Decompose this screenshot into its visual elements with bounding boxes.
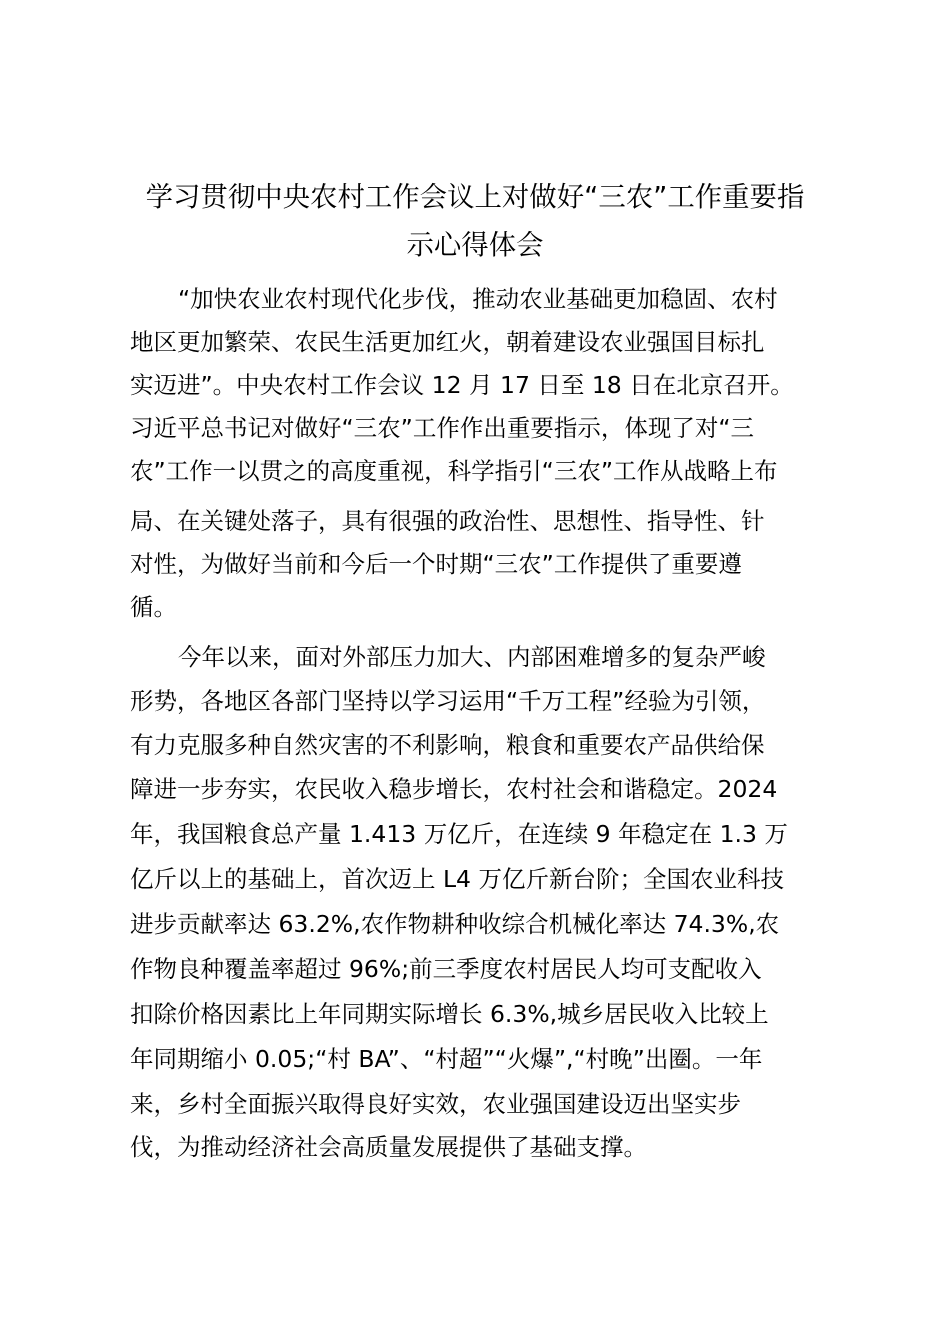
paragraph-line: 地区更加繁荣、农民生活更加红火，朝着建设农业强国目标扎 [130,328,765,356]
paragraph-line: 对性，为做好当前和今后一个时期“三农”工作提供了重要遵 [130,550,742,578]
paragraph-line: 局、在关键处落子，具有很强的政治性、思想性、指导性、针 [130,507,765,535]
paragraph-line: 进步贡献率达 63.2%,农作物耕种收综合机械化率达 74.3%,农 [130,910,780,938]
paragraph-line: 障进一步夯实，农民收入稳步增长，农村社会和谐稳定。2024 [130,775,778,803]
paragraph-line: 形势，各地区各部门坚持以学习运用“千万工程”经验为引领， [130,687,766,715]
paragraph-line: 年同期缩小 0.05;“村 BA”、“村超”“火爆”,“村晚”出圈。一年 [130,1045,763,1073]
document-title-line-2: 示心得体会 [406,230,544,261]
paragraph-line: 今年以来，面对外部压力加大、内部困难增多的复杂严峻 [178,643,766,671]
paragraph-line: 作物良种覆盖率超过 96%;前三季度农村居民人均可支配收入 [130,955,762,983]
paragraph-line: 实迈进”。中央农村工作会议 12 月 17 日至 18 日在北京召开。 [130,371,794,399]
paragraph-line: 有力克服多种自然灾害的不利影响，粮食和重要农产品供给保 [130,731,765,759]
paragraph-line: 农”工作一以贯之的高度重视，科学指引“三农”工作从战略上布 [130,457,778,485]
paragraph-line: 来，乡村全面振兴取得良好实效，农业强国建设迈出坚实步 [130,1090,741,1118]
paragraph-line: 伐，为推动经济社会高质量发展提供了基础支撑。 [130,1133,647,1161]
paragraph-line: 扣除价格因素比上年同期实际增长 6.3%,城乡居民收入比较上 [130,1000,769,1028]
paragraph-line: 习近平总书记对做好“三农”工作作出重要指示，体现了对“三 [130,414,755,442]
paragraph-line: 亿斤以上的基础上，首次迈上 L4 万亿斤新台阶；全国农业科技 [130,865,784,893]
paragraph-line: “加快农业农村现代化步伐，推动农业基础更加稳固、农村 [178,285,778,313]
paragraph-line: 循。 [130,593,177,621]
document-title-line-1: 学习贯彻中央农村工作会议上对做好“三农”工作重要指 [145,182,805,213]
paragraph-line: 年，我国粮食总产量 1.413 万亿斤，在连续 9 年稳定在 1.3 万 [130,820,788,848]
